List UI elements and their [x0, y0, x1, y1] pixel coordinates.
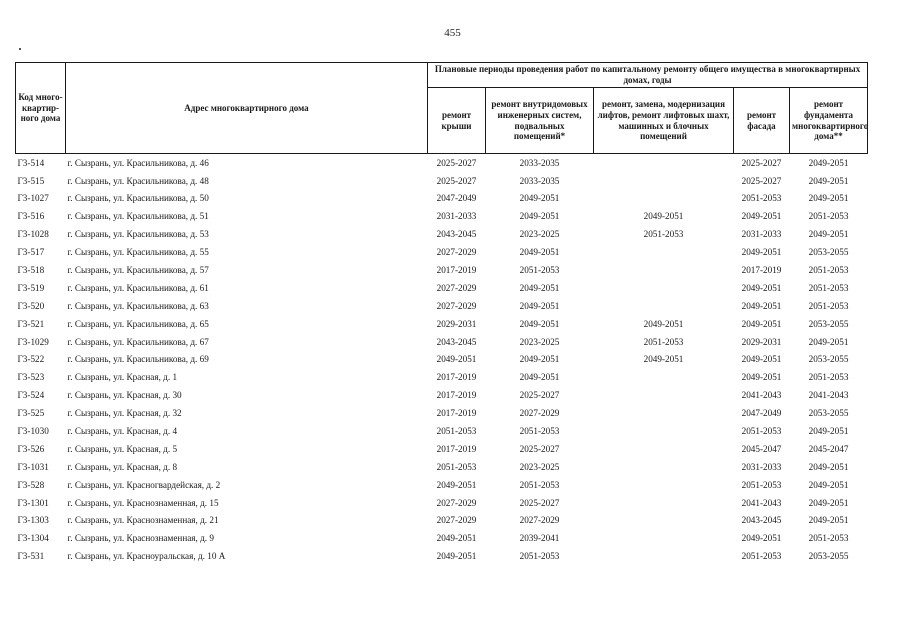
address-cell: г. Сызрань, ул. Красная, д. 1	[67, 372, 178, 383]
address-cell: г. Сызрань, ул. Красильникова, д. 61	[67, 282, 209, 293]
systems-period-cell: 2049-2051	[519, 354, 560, 365]
roof-period-cell: 2049-2051	[436, 479, 477, 490]
foundation-period-cell: 2049-2051	[808, 229, 849, 240]
elevators-period-cell: 2051-2053	[643, 229, 684, 240]
roof-period-cell: 2017-2019	[436, 408, 477, 419]
elevators-period-cell: 2051-2053	[643, 336, 684, 347]
elevators-period-cell	[594, 548, 734, 566]
header-address: Адрес многоквартирного дома	[66, 63, 428, 154]
building-code-cell: Г3-1304	[17, 533, 49, 544]
roof-period-cell: 2029-2031	[436, 318, 477, 329]
building-code-cell: Г3-514	[17, 157, 45, 168]
foundation-period-cell: 2053-2055	[808, 318, 849, 329]
facade-period-cell: 2051-2053	[741, 193, 782, 204]
roof-period-cell: 2031-2033	[436, 211, 477, 222]
facade-period-cell: 2025-2027	[741, 175, 782, 186]
foundation-period-cell: 2051-2053	[808, 300, 849, 311]
address-cell: г. Сызрань, ул. Краснознаменная, д. 15	[67, 497, 219, 508]
foundation-period-cell: 2051-2053	[808, 533, 849, 544]
building-code-cell: Г3-1031	[17, 461, 49, 472]
systems-period-cell: 2049-2051	[519, 247, 560, 258]
foundation-period-cell: 2053-2055	[808, 551, 849, 562]
roof-period-cell: 2027-2029	[436, 515, 477, 526]
elevators-period-cell	[594, 369, 734, 387]
foundation-period-cell: 2053-2055	[808, 247, 849, 258]
table-row	[16, 387, 868, 405]
address-cell: г. Сызрань, ул. Красильникова, д. 55	[67, 247, 209, 258]
foundation-period-cell: 2049-2051	[808, 515, 849, 526]
elevators-period-cell	[594, 512, 734, 530]
address-cell: г. Сызрань, ул. Красная, д. 4	[67, 426, 178, 437]
table-row	[16, 512, 868, 530]
table-body	[16, 154, 868, 566]
building-code-cell: Г3-518	[17, 265, 45, 275]
facade-period-cell: 2049-2051	[741, 211, 782, 222]
table-row	[16, 369, 868, 387]
table-row	[16, 243, 868, 261]
systems-period-cell: 2051-2053	[519, 426, 560, 437]
systems-period-cell: 2049-2051	[519, 318, 560, 329]
building-code-cell: Г3-522	[17, 354, 45, 365]
foundation-period-cell: 2049-2051	[808, 336, 849, 347]
roof-period-cell: 2025-2027	[436, 175, 477, 186]
foundation-period-cell: 2049-2051	[808, 157, 849, 168]
facade-period-cell: 2041-2043	[741, 497, 782, 508]
systems-period-cell: 2049-2051	[519, 211, 560, 222]
building-code-cell: Г3-519	[17, 282, 45, 293]
building-code-cell: Г3-517	[17, 247, 45, 258]
roof-period-cell: 2017-2019	[436, 372, 477, 383]
elevators-period-cell	[594, 154, 734, 172]
roof-period-cell: 2047-2049	[436, 193, 477, 204]
address-cell: г. Сызрань, ул. Красильникова, д. 63	[67, 300, 209, 311]
systems-period-cell: 2051-2053	[519, 265, 560, 275]
foundation-period-cell: 2051-2053	[808, 282, 849, 293]
facade-period-cell: 2049-2051	[741, 354, 782, 365]
header-building-code: Код много-квартир-ного дома	[16, 63, 66, 154]
elevators-period-cell	[594, 440, 734, 458]
roof-period-cell: 2051-2053	[436, 426, 477, 437]
roof-period-cell: 2043-2045	[436, 336, 477, 347]
elevators-period-cell	[594, 190, 734, 208]
elevators-period-cell	[594, 387, 734, 405]
systems-period-cell: 2039-2041	[519, 533, 560, 544]
systems-period-cell: 2027-2029	[519, 408, 560, 419]
facade-period-cell: 2049-2051	[741, 318, 782, 329]
facade-period-cell: 2029-2031	[741, 336, 782, 347]
page-number: 455	[444, 27, 461, 39]
foundation-period-cell: 2053-2055	[808, 408, 849, 419]
roof-period-cell: 2017-2019	[436, 390, 477, 401]
table-row	[16, 351, 868, 369]
foundation-period-cell: 2049-2051	[808, 479, 849, 490]
elevators-period-cell	[594, 261, 734, 279]
foundation-period-cell: 2045-2047	[808, 443, 849, 454]
address-cell: г. Сызрань, ул. Красильникова, д. 50	[67, 193, 209, 204]
facade-period-cell: 2045-2047	[741, 443, 782, 454]
building-code-cell: Г3-515	[17, 175, 45, 186]
address-cell: г. Сызрань, ул. Красильникова, д. 57	[67, 265, 209, 275]
roof-period-cell: 2027-2029	[436, 300, 477, 311]
table-row	[16, 208, 868, 226]
building-code-cell: Г3-520	[17, 300, 45, 311]
systems-period-cell: 2033-2035	[519, 157, 560, 168]
table-header	[16, 63, 868, 154]
roof-period-cell: 2049-2051	[436, 551, 477, 562]
building-code-cell: Г3-1027	[17, 193, 49, 204]
elevators-period-cell: 2049-2051	[643, 211, 684, 222]
table-row	[16, 404, 868, 422]
address-cell: г. Сызрань, ул. Красильникова, д. 51	[67, 211, 209, 222]
systems-period-cell: 2051-2053	[519, 479, 560, 490]
building-code-cell: Г3-526	[17, 443, 45, 454]
header-foundation-repair: ремонт фундамента многоквартирного дома**	[790, 88, 868, 154]
elevators-period-cell: 2049-2051	[643, 354, 684, 365]
systems-period-cell: 2033-2035	[519, 175, 560, 186]
roof-period-cell: 2027-2029	[436, 282, 477, 293]
foundation-period-cell: 2051-2053	[808, 265, 849, 275]
facade-period-cell: 2049-2051	[741, 372, 782, 383]
address-cell: г. Сызрань, ул. Красногвардейская, д. 2	[67, 479, 221, 490]
systems-period-cell: 2023-2025	[519, 229, 560, 240]
address-cell: г. Сызрань, ул. Красная, д. 30	[67, 390, 182, 401]
building-code-cell: Г3-528	[17, 479, 45, 490]
address-cell: г. Сызрань, ул. Красильникова, д. 53	[67, 229, 209, 240]
header-elevators: ремонт, замена, модернизация лифтов, ремонт лифтовых шахт, машинных и блочных помещений	[594, 88, 734, 154]
table-row	[16, 226, 868, 244]
table-row	[16, 476, 868, 494]
building-code-cell: Г3-521	[17, 318, 45, 329]
facade-period-cell: 2051-2053	[741, 426, 782, 437]
table-row	[16, 315, 868, 333]
facade-period-cell: 2031-2033	[741, 229, 782, 240]
systems-period-cell: 2025-2027	[519, 497, 560, 508]
systems-period-cell: 2023-2025	[519, 336, 560, 347]
table-row	[16, 333, 868, 351]
elevators-period-cell: 2049-2051	[643, 318, 684, 329]
table-row	[16, 458, 868, 476]
building-code-cell: Г3-524	[17, 390, 45, 401]
systems-period-cell: 2049-2051	[519, 372, 560, 383]
foundation-period-cell: 2049-2051	[808, 461, 849, 472]
facade-period-cell: 2047-2049	[741, 408, 782, 419]
table-row	[16, 297, 868, 315]
elevators-period-cell	[594, 422, 734, 440]
table-row	[16, 440, 868, 458]
foundation-period-cell: 2049-2051	[808, 497, 849, 508]
systems-period-cell: 2025-2027	[519, 390, 560, 401]
table-row	[16, 494, 868, 512]
foundation-period-cell: 2049-2051	[808, 426, 849, 437]
facade-period-cell: 2049-2051	[741, 300, 782, 311]
foundation-period-cell: 2041-2043	[808, 390, 849, 401]
table-row	[16, 548, 868, 566]
facade-period-cell: 2031-2033	[741, 461, 782, 472]
facade-period-cell: 2051-2053	[741, 479, 782, 490]
facade-period-cell: 2049-2051	[741, 533, 782, 544]
systems-period-cell: 2023-2025	[519, 461, 560, 472]
facade-period-cell: 2049-2051	[741, 247, 782, 258]
foundation-period-cell: 2053-2055	[808, 354, 849, 365]
table-row	[16, 422, 868, 440]
systems-period-cell: 2025-2027	[519, 443, 560, 454]
systems-period-cell: 2049-2051	[519, 282, 560, 293]
header-engineering-systems: ремонт внутридомовых инженерных систем, подвальных помещений*	[486, 88, 594, 154]
header-facade-repair: ремонт фасада	[734, 88, 790, 154]
roof-period-cell: 2043-2045	[436, 229, 477, 240]
building-code-cell: Г3-516	[17, 211, 45, 222]
address-cell: г. Сызрань, ул. Красильникова, д. 48	[67, 175, 209, 186]
systems-period-cell: 2049-2051	[519, 300, 560, 311]
header-row-top	[16, 63, 868, 88]
scan-speck	[19, 48, 21, 50]
table-row	[16, 190, 868, 208]
table-row	[16, 279, 868, 297]
roof-period-cell: 2051-2053	[436, 461, 477, 472]
building-code-cell: Г3-1030	[17, 426, 49, 437]
roof-period-cell: 2025-2027	[436, 157, 477, 168]
elevators-period-cell	[594, 279, 734, 297]
address-cell: г. Сызрань, ул. Красная, д. 8	[67, 461, 178, 472]
roof-period-cell: 2049-2051	[436, 354, 477, 365]
building-code-cell: Г3-525	[17, 408, 45, 419]
address-cell: г. Сызрань, ул. Красная, д. 5	[67, 443, 178, 454]
building-code-cell: Г3-531	[17, 551, 45, 562]
address-cell: г. Сызрань, ул. Красильникова, д. 69	[67, 354, 209, 365]
roof-period-cell: 2049-2051	[436, 533, 477, 544]
capital-repair-schedule-table	[15, 62, 868, 565]
address-cell: г. Сызрань, ул. Красильникова, д. 46	[67, 157, 209, 168]
systems-period-cell: 2051-2053	[519, 551, 560, 562]
address-cell: г. Сызрань, ул. Красная, д. 32	[67, 408, 182, 419]
facade-period-cell: 2025-2027	[741, 157, 782, 168]
table-row	[16, 154, 868, 172]
roof-period-cell: 2017-2019	[436, 265, 477, 275]
elevators-period-cell	[594, 404, 734, 422]
elevators-period-cell	[594, 530, 734, 548]
foundation-period-cell: 2051-2053	[808, 211, 849, 222]
facade-period-cell: 2049-2051	[741, 282, 782, 293]
table-row	[16, 261, 868, 279]
table-row	[16, 530, 868, 548]
building-code-cell: Г3-523	[17, 372, 45, 383]
table-row	[16, 172, 868, 190]
header-planned-periods: Плановые периоды проведения работ по капитальному ремонту общего имущества в многоквартирных домах, годы	[428, 63, 868, 88]
elevators-period-cell	[594, 297, 734, 315]
building-code-cell: Г3-1028	[17, 229, 49, 240]
facade-period-cell: 2043-2045	[741, 515, 782, 526]
header-roof-repair: ремонт крыши	[428, 88, 486, 154]
address-cell: г. Сызрань, ул. Красильникова, д. 67	[67, 336, 209, 347]
systems-period-cell: 2027-2029	[519, 515, 560, 526]
foundation-period-cell: 2049-2051	[808, 175, 849, 186]
elevators-period-cell	[594, 243, 734, 261]
elevators-period-cell	[594, 494, 734, 512]
roof-period-cell: 2017-2019	[436, 443, 477, 454]
address-cell: г. Сызрань, ул. Краснознаменная, д. 21	[67, 515, 219, 526]
address-cell: г. Сызрань, ул. Красноуральская, д. 10 А	[67, 551, 226, 562]
facade-period-cell: 2017-2019	[741, 265, 782, 275]
facade-period-cell: 2041-2043	[741, 390, 782, 401]
roof-period-cell: 2027-2029	[436, 497, 477, 508]
foundation-period-cell: 2049-2051	[808, 193, 849, 204]
elevators-period-cell	[594, 476, 734, 494]
roof-period-cell: 2027-2029	[436, 247, 477, 258]
building-code-cell: Г3-1029	[17, 336, 49, 347]
address-cell: г. Сызрань, ул. Красильникова, д. 65	[67, 318, 209, 329]
systems-period-cell: 2049-2051	[519, 193, 560, 204]
building-code-cell: Г3-1303	[17, 515, 49, 526]
elevators-period-cell	[594, 172, 734, 190]
facade-period-cell: 2051-2053	[741, 551, 782, 562]
address-cell: г. Сызрань, ул. Краснознаменная, д. 9	[67, 533, 214, 544]
foundation-period-cell: 2051-2053	[808, 372, 849, 383]
building-code-cell: Г3-1301	[17, 497, 49, 508]
elevators-period-cell	[594, 458, 734, 476]
